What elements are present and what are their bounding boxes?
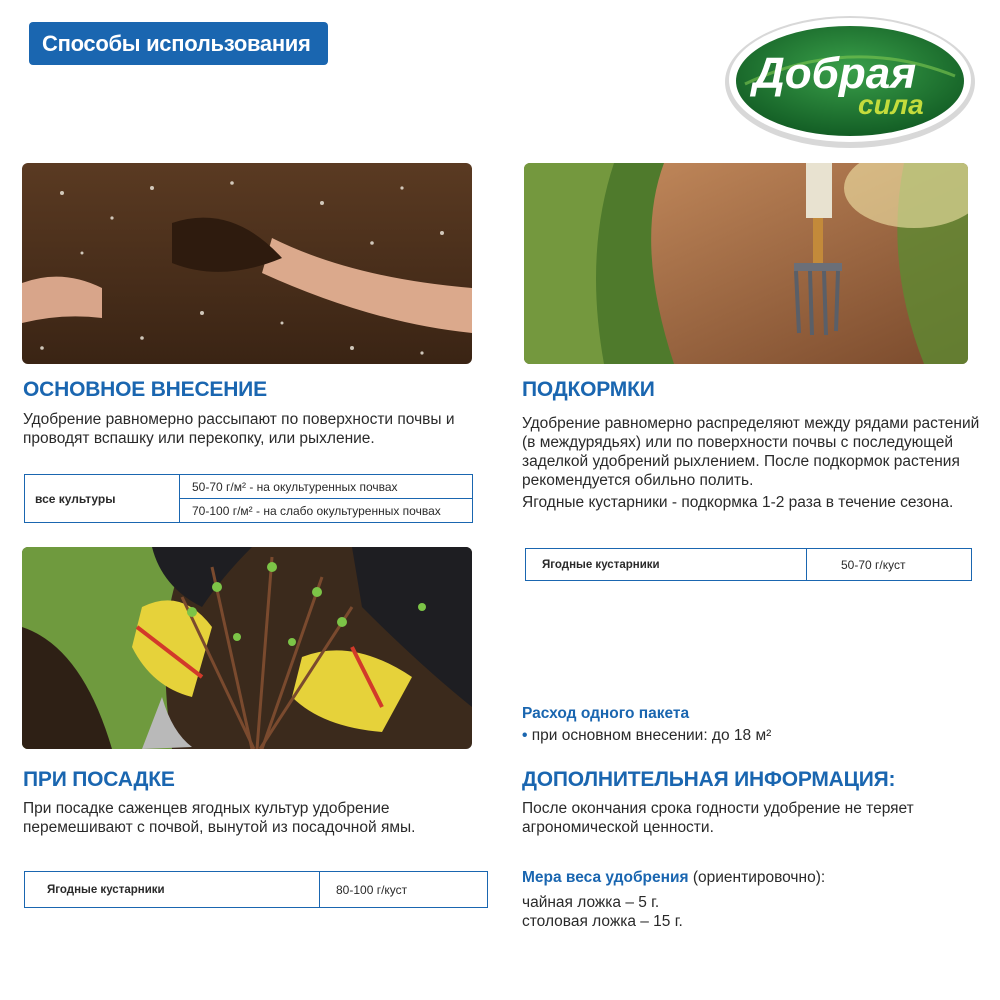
table-row xyxy=(25,872,488,908)
rate-cell: 50-70 г/м² - на окультуренных почвах xyxy=(180,475,473,499)
extra-info-line: После окончания срока годности удобрение не теряет xyxy=(522,800,914,817)
main-application-line: Удобрение равномерно рассыпают по поверхности почвы и xyxy=(23,411,455,428)
planting-line: При посадке саженцев ягодных культур удобрение xyxy=(23,800,390,817)
soil-hands-photo xyxy=(22,163,472,364)
feeding-line: (в междурядьях) или по поверхности почвы с последующей xyxy=(522,434,954,451)
feeding-line: Удобрение равномерно распределяют между рядами растений xyxy=(522,415,980,432)
planting-text xyxy=(23,799,493,837)
feeding-line: рекомендуется обильно полить. xyxy=(522,472,754,489)
logo-word-2: сила xyxy=(858,89,924,120)
measure-title-suffix: (ориентировочно): xyxy=(688,869,826,886)
rate-cell: 70-100 г/м² - на слабо окультуренных почвах xyxy=(180,499,473,523)
rate-cell: 50-70 г/куст xyxy=(807,549,972,581)
crop-cell: Ягодные кустарники xyxy=(25,872,320,908)
list-item: столовая ложка – 15 г. xyxy=(522,913,683,930)
planting-line: перемешивают с почвой, вынутой из посадочной ямы. xyxy=(23,819,416,836)
measure-title-text: Мера веса удобрения xyxy=(522,869,689,886)
brand-logo-emblem xyxy=(723,14,977,150)
logo-word-1: Добрая xyxy=(753,49,917,98)
consumption-item xyxy=(522,727,771,745)
list-item: чайная ложка – 5 г. xyxy=(522,894,660,911)
measure-list xyxy=(522,893,822,931)
consumption-text: при основном внесении: до 18 м² xyxy=(531,727,772,744)
measure-title xyxy=(522,869,825,887)
extra-info-title: ДОПОЛНИТЕЛЬНАЯ ИНФОРМАЦИЯ: xyxy=(522,768,896,791)
main-application-text xyxy=(23,410,483,448)
table-row xyxy=(25,475,473,499)
section-badge xyxy=(29,22,328,65)
feeding-text xyxy=(522,414,992,512)
main-application-title: ОСНОВНОЕ ВНЕСЕНИЕ xyxy=(23,378,267,401)
main-application-table xyxy=(24,474,473,523)
planting-table xyxy=(24,871,488,908)
rate-cell: 80-100 г/куст xyxy=(320,872,488,908)
crop-cell: Ягодные кустарники xyxy=(526,549,807,581)
extra-info-line: агрономической ценности. xyxy=(522,819,714,836)
brand-logo xyxy=(723,14,977,150)
consumption-title: Расход одного пакета xyxy=(522,705,690,722)
badge-title: Способы использования xyxy=(42,31,311,56)
planting-title: ПРИ ПОСАДКЕ xyxy=(23,768,175,791)
garden-fork-photo xyxy=(524,163,968,364)
table-row xyxy=(526,549,972,581)
main-application-line: проводят вспашку или перекопку, или рыхление. xyxy=(23,430,375,447)
extra-info-text xyxy=(522,799,992,837)
planting-photo xyxy=(22,547,472,749)
feeding-title: ПОДКОРМКИ xyxy=(522,378,655,401)
feeding-line: заделкой удобрений рыхлением. После подкормок растения xyxy=(522,453,960,470)
feeding-table xyxy=(525,548,972,581)
feeding-note: Ягодные кустарники - подкормка 1-2 раза в течение сезона. xyxy=(522,494,954,511)
bullet-icon: • xyxy=(522,727,528,744)
crop-cell: все культуры xyxy=(25,475,180,523)
